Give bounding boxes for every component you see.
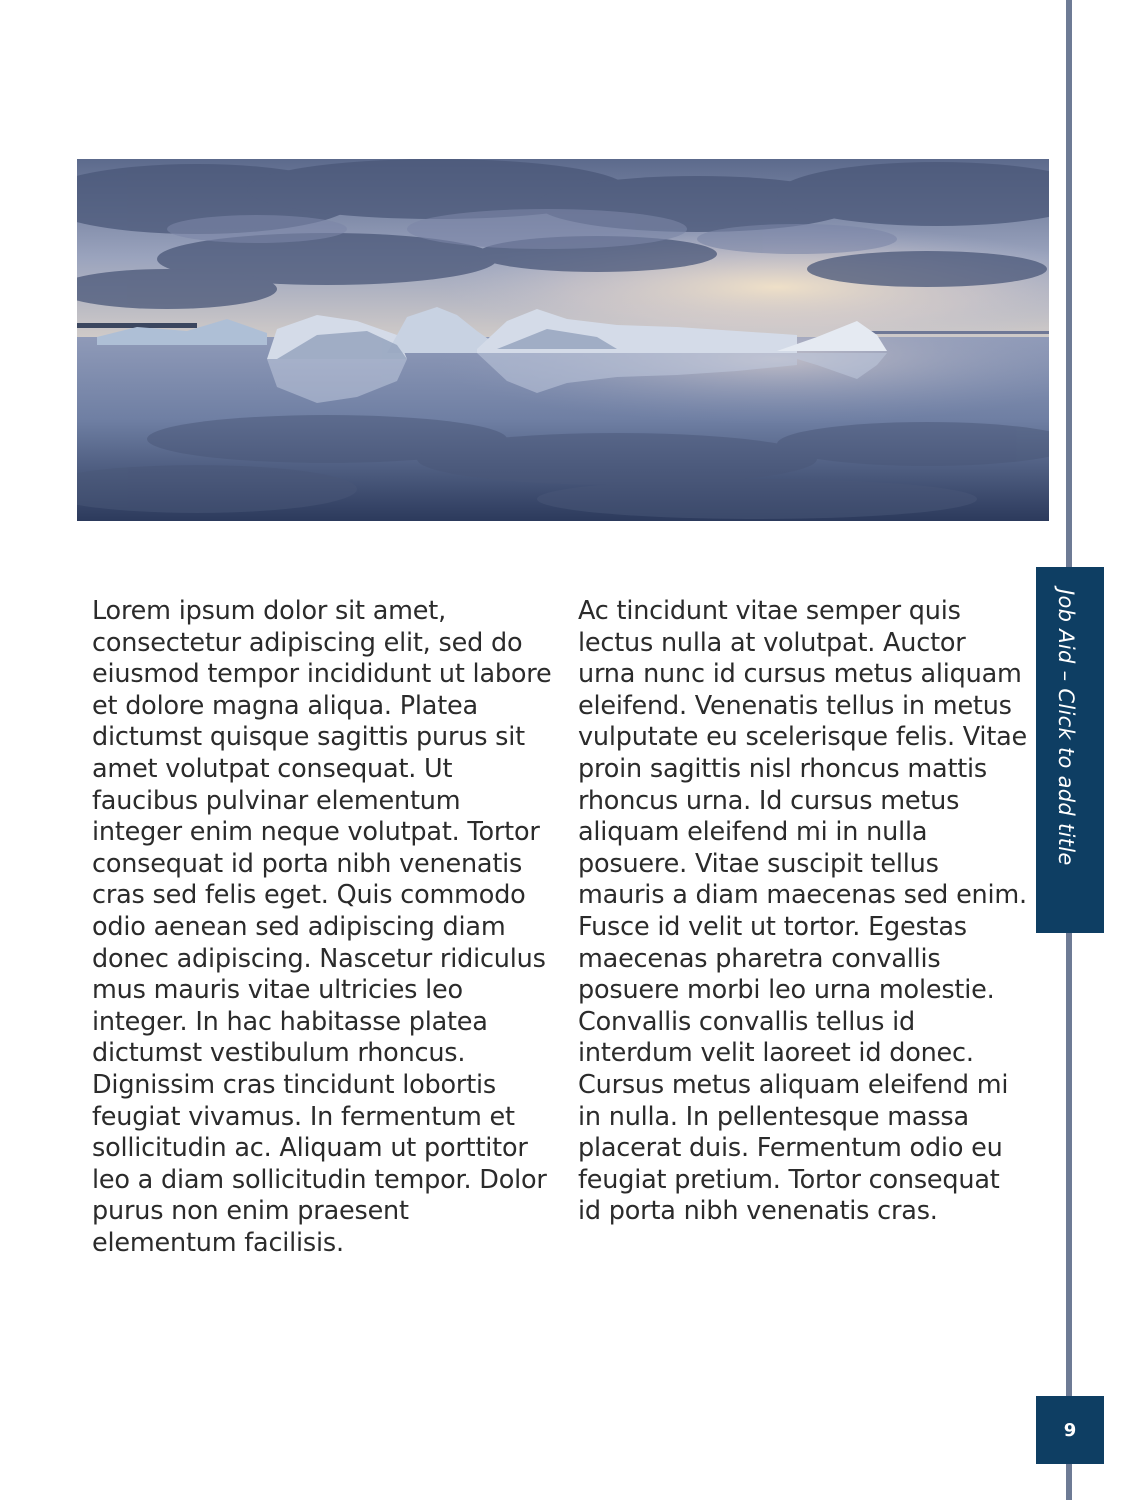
side-title-text[interactable]: Job Aid – Click to add title — [1054, 589, 1078, 866]
body-text-left: Lorem ipsum dolor sit amet, consectetur adipiscing elit, sed do eiusmod tempor incididunt ut labore et dolore magna aliqua. Platea dictumst quisque sagittis purus sit amet volutpat consequat. Ut faucibus pulvinar elementum integer enim neque volutpat. Tortor consequat id porta nibh venenatis cras sed felis eget. Quis commodo odio aenean sed adipiscing diam donec adipiscing. Nascetur ridiculus mus mauris vitae ultricies leo integer. In hac habitasse platea dictumst vestibulum rhoncus. Dignissim cras tincidunt lobortis feugiat vivamus. In fermentum et sollicitudin ac. Aliquam ut porttitor leo a diam sollicitudin tempor. Dolor purus non enim praesent elementum facilisis. — [92, 596, 552, 1258]
page-number: 9 — [1036, 1396, 1104, 1464]
body-text-right: Ac tincidunt vitae semper quis lectus nulla at volutpat. Auctor urna nunc id cursus metus aliquam eleifend. Venenatis tellus in metus vulputate eu scelerisque felis. Vitae proin sagittis nisl rhoncus mattis rhoncus urna. Id cursus metus aliquam eleifend mi in nulla posuere. Vitae suscipit tellus mauris a diam maecenas sed enim. Fusce id velit ut tortor. Egestas maecenas pharetra convallis posuere morbi leo urna molestie. Convallis convallis tellus id interdum velit laoreet id donec. Cursus metus aliquam eleifend mi in nulla. In pellentesque massa placerat duis. Fermentum odio eu feugiat pretium. Tortor consequat id porta nibh venenatis cras. — [578, 596, 1028, 1227]
side-title-tab[interactable] — [1036, 567, 1104, 933]
hero-image — [77, 159, 1049, 521]
